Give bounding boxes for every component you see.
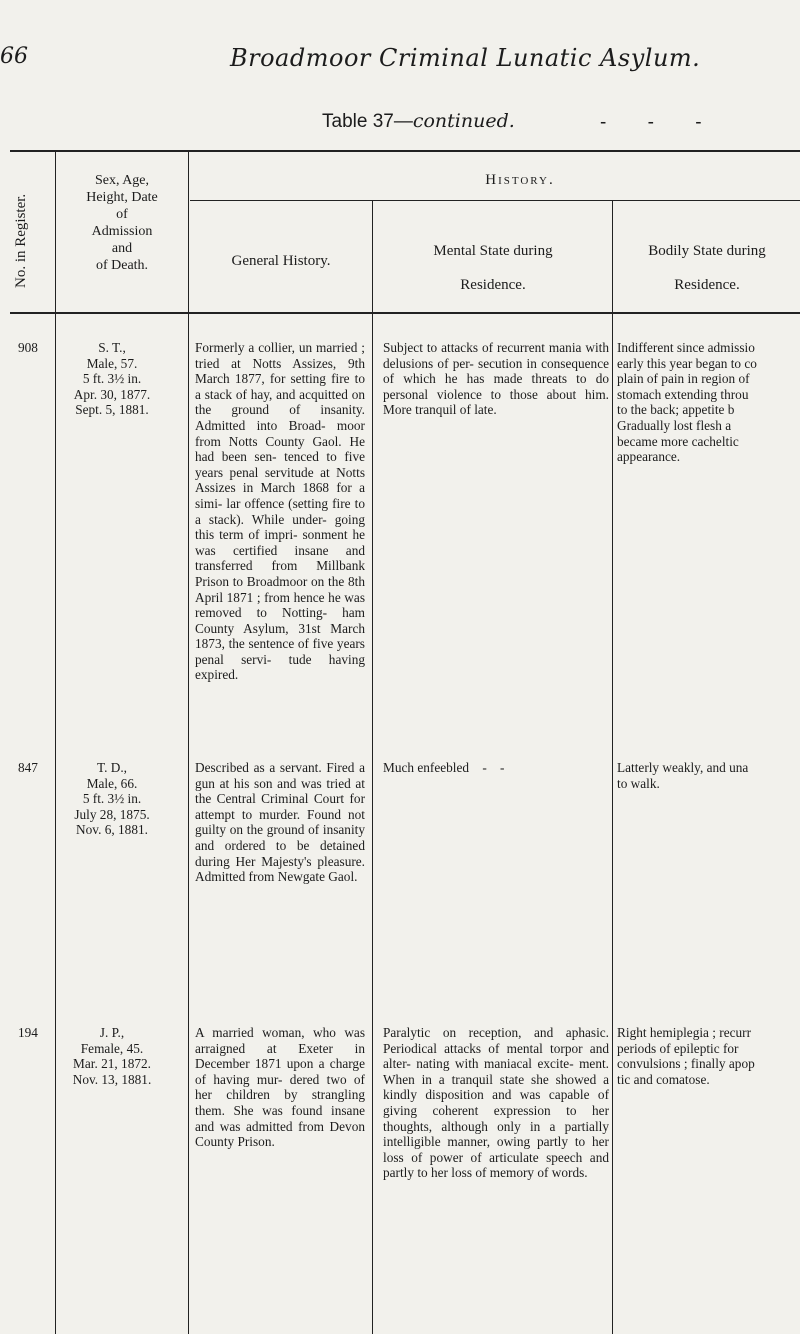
row-194-general-history: A married woman, who was arraigned at Exeter in December 1871 upon a charge of having mur- dered two of her children by strangling them. She was found insane and was admitted from Devon County Prison. — [195, 1025, 365, 1150]
col-divider-4 — [612, 200, 613, 1334]
table-top-rule — [10, 150, 800, 152]
row-847-general-history: Described as a servant. Fired a gun at his son and was tried at the Central Criminal Court for attempt to murder. Found not guilty on the ground of insanity and ordered to be detained during Her Majesty's pleasure. Admitted from Newgate Gaol. — [195, 760, 365, 885]
header-general-history: General History. — [231, 253, 331, 269]
row-194-bodily-state: Right hemiplegia ; recurr periods of epileptic for convulsions ; finally apop tic and comatose. — [617, 1025, 755, 1087]
row-847-mental-state: Much enfeebled - - — [383, 760, 505, 775]
header-mental-state: Mental State during Residence. — [433, 243, 553, 293]
header-bottom-rule — [10, 312, 800, 314]
table-title — [322, 110, 515, 133]
row-908-mental-state: Subject to attacks of recurrent mania with delusions of per- secution in consequence of which he has made threats to do personal violence to those about him. More tranquil of late. — [383, 340, 609, 418]
row-908-number: 908 — [18, 340, 38, 355]
row-908-sex-age: S. T., Male, 57. 5 ft. 3½ in. Apr. 30, 1877. Sept. 5, 1881. — [73, 340, 151, 418]
row-194-mental-state: Paralytic on reception, and aphasic. Periodical attacks of mental torpor and alter- nating with maniacal excite- ment. When in a tranquil state she showed a kindly disposition and was capable of giving coherent expression to her thoughts, although only in a partially intelligible manner, owing partly to her loss of power of articulate speech and partly to her loss of memory of words. — [383, 1025, 609, 1181]
header-no-in-register: No. in Register. — [13, 193, 29, 288]
history-rule — [190, 200, 800, 201]
row-194-sex-age: J. P., Female, 45. Mar. 21, 1872. Nov. 13, 1881. — [72, 1025, 152, 1087]
row-194-number: 194 — [18, 1025, 38, 1040]
header-bodily-state: Bodily State during Residence. — [648, 243, 766, 293]
row-908-bodily-state: Indifferent since admissio early this year began to co plain of pain in region of stomach extending throu to the back; appetite b Gradually lost flesh a became more cacheltic appearance. — [617, 340, 757, 465]
col-divider-3 — [372, 200, 373, 1334]
running-title: Broadmoor Criminal Lunatic Asylum. — [230, 44, 701, 72]
col-divider-1 — [55, 152, 56, 1334]
row-847-number: 847 — [18, 760, 38, 775]
row-847-bodily-state: Latterly weakly, and una to walk. — [617, 760, 749, 791]
page-number: 66 — [0, 44, 28, 69]
row-847-sex-age: T. D., Male, 66. 5 ft. 3½ in. July 28, 1875. Nov. 6, 1881. — [74, 760, 150, 838]
table-title-prefix: Table 37— — [322, 111, 413, 132]
col-divider-2 — [188, 152, 189, 1334]
row-908-general-history: Formerly a collier, un married ; tried at Notts Assizes, 9th March 1877, for setting fire to a stack of hay, and acquitted on the ground of insanity. Admitted into Broad- moor from Notts County Gaol. He had been sen- tenced to five years penal servitude at Notts Assizes in March 1868 for a simi- lar offence (setting fire to a stack). While under- going this term of impri- sonment he was certified insane and transferred from Millbank Prison to Broadmoor on the 8th April 1871 ; from hence he was removed to Notting- ham County Asylum, 31st March 1873, the sentence of five years penal servi- tude having expired. — [195, 340, 365, 683]
table-title-suffix: continued. — [412, 110, 515, 132]
title-dashes: - - - — [600, 112, 720, 133]
header-sex-age: Sex, Age, Height, Date of Admission and of Death. — [86, 173, 158, 273]
header-history: History. — [485, 172, 555, 188]
